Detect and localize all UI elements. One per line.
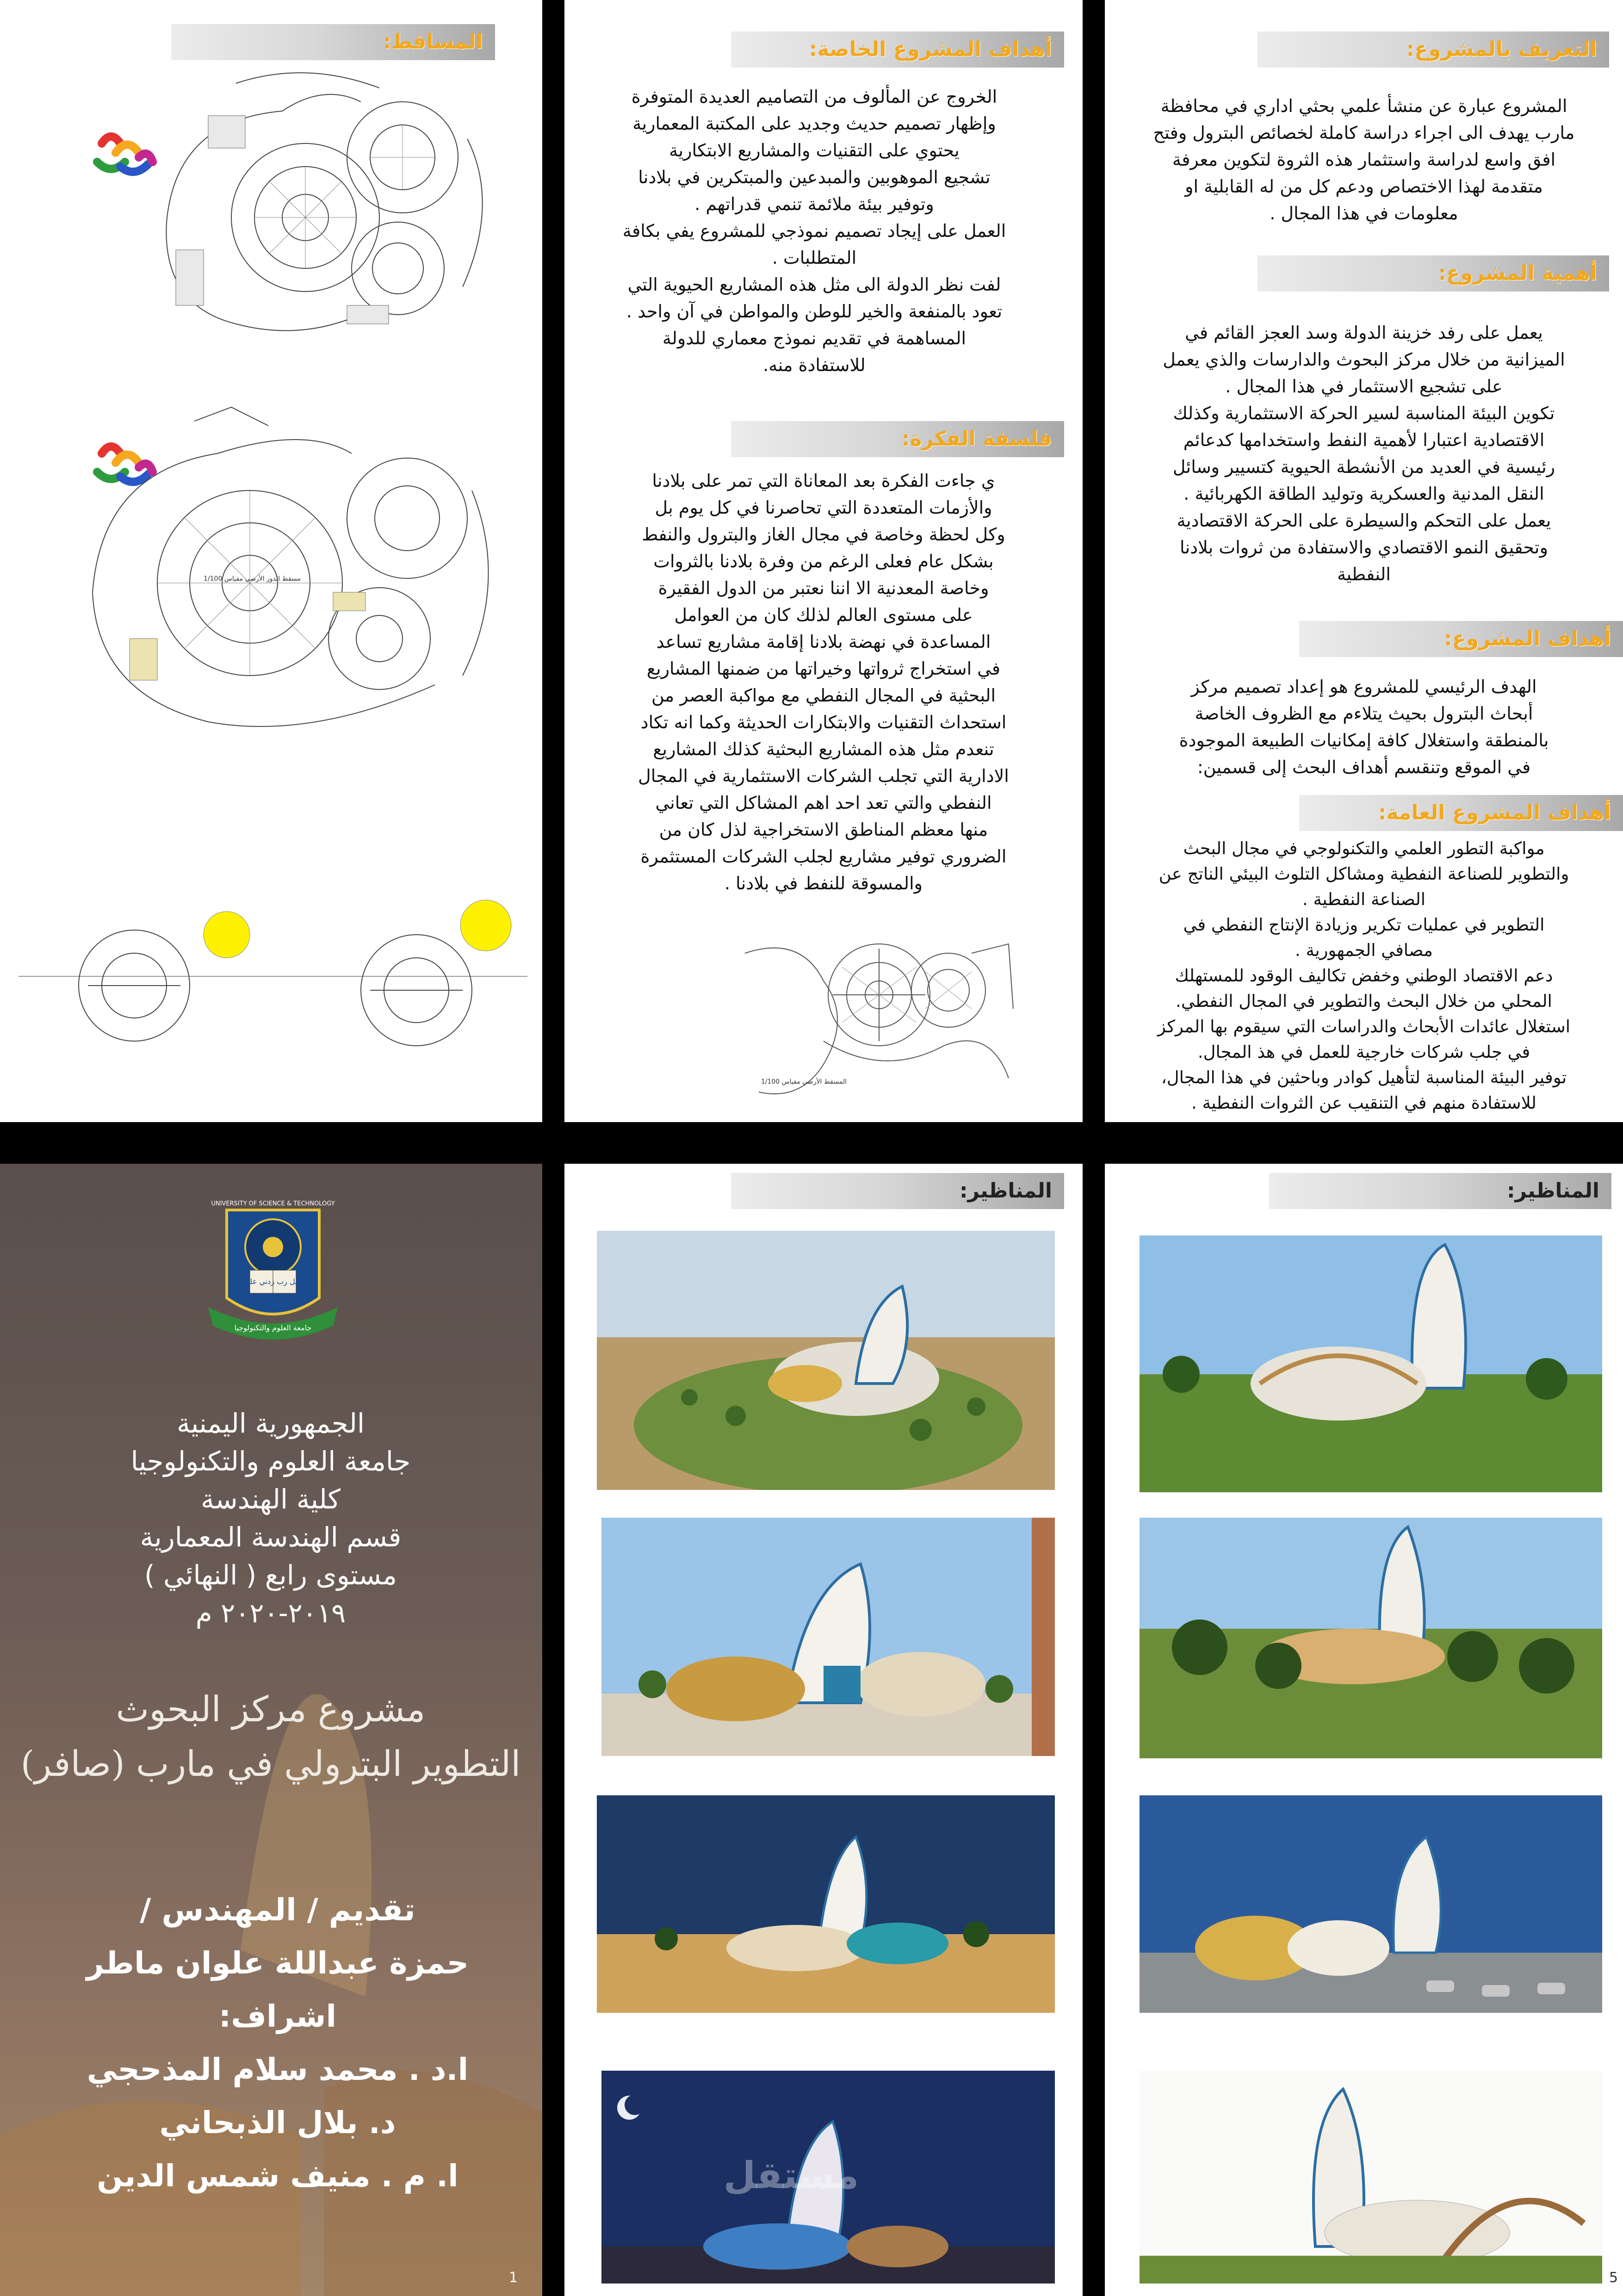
page-floor-plans (0, 0, 542, 1122)
plan-caption: المسقط الأرضي مقياس 1/100 (761, 1078, 847, 1086)
tower-floor-plans (19, 879, 537, 1055)
svg-text:وقل رب زدني علما: وقل رب زدني علما (243, 1277, 303, 1286)
project-title: مشروع مركز البحوث التطوير البترولي في مارب (صافر) (20, 1688, 521, 1784)
section-heading-general-goals: أهداف المشروع العامة: (1299, 795, 1623, 831)
section-heading-plans: المساقط: (171, 24, 495, 60)
section-heading-views: المناظير: (1269, 1173, 1611, 1209)
special-goals-text: الخروج عن المألوف من التصاميم العديدة المتوفرة وإظهار تصميم حديث وجديد على المكتبة المعمارية يحتوي على التقنيات والمشاريع الابتكارية تشجيع الموهوبين والمبدعين والمبتكرين في بلادنا وتوفير بيئة ملائمة تنمي قدراتهم . العمل على إيجاد تصميم نموذجي للمشروع يفي بكافة المتطلبات . لفت نظر الدولة الى مثل هذه المشاريع الحيوية التي تعود بالمنفعة والخير للوطن والمواطن في آن واحد . المساهمة في تقديم نموذج معماري للدولة للاستفادة منه. (622, 87, 1006, 375)
section-heading-definition: التعريف بالمشروع: (1258, 31, 1609, 68)
plan-legend-icon (97, 447, 153, 482)
perspective-render-tower-day (1140, 1235, 1602, 1492)
perspective-render-evening (1140, 1795, 1602, 2013)
perspective-render-dusk (597, 1795, 1055, 2013)
section-heading-goals: أهداف المشروع: (1299, 621, 1623, 657)
page-perspective-views-1 (564, 1164, 1083, 2296)
presenter-block: تقديم / المهندس / حمزة عبداللة علوان ماطر اشراف: ا.د . محمد سلام المذحجي د. بلال الذبحاني ا. م . منيف شمس الدين (86, 1892, 469, 2194)
cover-page (0, 1164, 542, 2296)
importance-text: يعمل على رفد خزينة الدولة وسد العجز القائم في الميزانية من خلال مركز البحوث والدارسات والذي يعمل على تشجيع الاستثمار في هذا المجال . تكوين البيئة المناسبة لسير الحركة الاستثمارية وكذلك الاقتصادية اعتبارا لأهمية النفط واستخدامها كدعائم رئيسية في العديد من الأنشطة الحيوية كتسيير وسائل النقل المدنية والعسكرية وتوليد الطاقة الكهربائية . يعمل على التحكم والسيطرة على الحركة الاقتصادية وتحقيق النمو الاقتصادي والاستفادة من ثروات بلادنا النفطية (1163, 323, 1565, 584)
philosophy-text: ي جاءت الفكرة بعد المعاناة التي تمر على بلادنا والأزمات المتعددة التي تحاصرنا في كل يوم بل وكل لحظة وخاصة في مجال الغاز والبترول والنفط بشكل عام فعلى الرغم من وفرة بلادنا بالثروات وخاصة المعدنية الا اننا نعتبر من الدول الفقيرة على مستوى العالم لذلك كان من العوامل المساعدة في نهضة بلادنا إقامة مشاريع تساعد في استخراج ثرواتها وخيراتها من ضمنها المشاريع البحثية في المجال النفطي مع مواكبة العصر من استحداث التقنيات والابتكارات الحديثة وكما انه تكاد تنعدم مثل هذه المشاريع البحثية كذلك المشاريع الادارية التي تجلب الشركات الاستثمارية في المجال النفطي والتي تعد احد اهم المشاكل التي تعاني منها معظم المناطق الاستخراجية لذل كان من الضروري توفير مشاريع لجلب الشركات المستثمرة والمسوقة للنفط في بلادنا . (638, 471, 1009, 894)
plan-caption: مسقط الدور الأرضي مقياس 1/100 (204, 575, 301, 583)
goals-text: الهدف الرئيسي للمشروع هو إعداد تصميم مركز أبحاث البترول بحيث يتلاءم مع الظروف الخاصة بالمنطقة واستغلال كافة إمكانيات الطبيعة الموجودة في الموقع وتنقسم أهداف البحث إلى قسمين: (1179, 676, 1549, 777)
svg-text:UNIVERSITY OF SCIENCE & TECHNO: UNIVERSITY OF SCIENCE & TECHNOLOGY (211, 1200, 335, 1207)
page-number: 1 (509, 2270, 518, 2286)
section-heading-philosophy: فلسفة الفكرة: (731, 421, 1064, 457)
section-heading-special-goals: أهداف المشروع الخاصة: (731, 31, 1064, 68)
university-logo (199, 1191, 347, 1349)
institution-block: الجمهورية اليمنية جامعة العلوم والتكنولوجيا كلية الهندسة قسم الهندسة المعمارية مستوى رابع ( النهائي ) ٢٠١٩-٢٠٢٠ م (130, 1408, 411, 1629)
page-special-goals (564, 0, 1083, 1122)
svg-text:جامعة العلوم والتكنولوجيا: جامعة العلوم والتكنولوجيا (234, 1323, 312, 1332)
section-heading-importance: أهمية المشروع: (1258, 255, 1609, 292)
perspective-render-entrance-day (601, 1518, 1055, 1756)
perspective-render-pergola (1140, 2071, 1602, 2284)
general-goals-text: مواكبة التطور العلمي والتكنولوجي في مجال البحث والتطوير للصناعة النفطية ومشاكل التلوث البيئي الناتج عن الصناعة النفطية . التطوير في عمليات تكرير وزيادة الإنتاج النفطي في مصافي الجمهورية . دعم الاقتصاد الوطني وخفض تكاليف الوقود للمستهلك المحلي من خلال البحث والتطوير في المجال النفطي. استغلال عائدات الأبحاث والدراسات التي سيقوم بها المركز في جلب شركات خارجية للعمل في هذ المجال. توفير البيئة المناسبة لتأهيل كوادر وباحثين في هذا المجال، للاستفادة منهم في التنقيب عن الثروات النفطية . (1157, 838, 1570, 1113)
perspective-render-aerial-day (597, 1231, 1055, 1490)
ground-floor-plan-drawing (731, 925, 1018, 1111)
perspective-render-trees (1140, 1518, 1602, 1758)
plan-legend-icon (97, 137, 153, 172)
section-heading-views: المناظير: (731, 1173, 1064, 1209)
page-number: 5 (1609, 2270, 1618, 2286)
ground-floor-plan-drawing-large (56, 398, 518, 750)
page-project-definition (1105, 0, 1623, 1122)
definition-text: المشروع عبارة عن منشأ علمي بحثي اداري في محافظة مارب يهدف الى اجراء دراسة كاملة لخصائص البترول وفتح افق واسع لدراسة واستثمار هذه الثروة لتكوين معرفة متقدمة لهذا الاختصاص ودعم كل من له القابلية او معلومات في هذا المجال . (1153, 96, 1575, 223)
page-perspective-views-2 (1105, 1164, 1623, 2296)
first-floor-plan-drawing (83, 65, 500, 352)
watermark: مستقل (723, 2154, 859, 2197)
